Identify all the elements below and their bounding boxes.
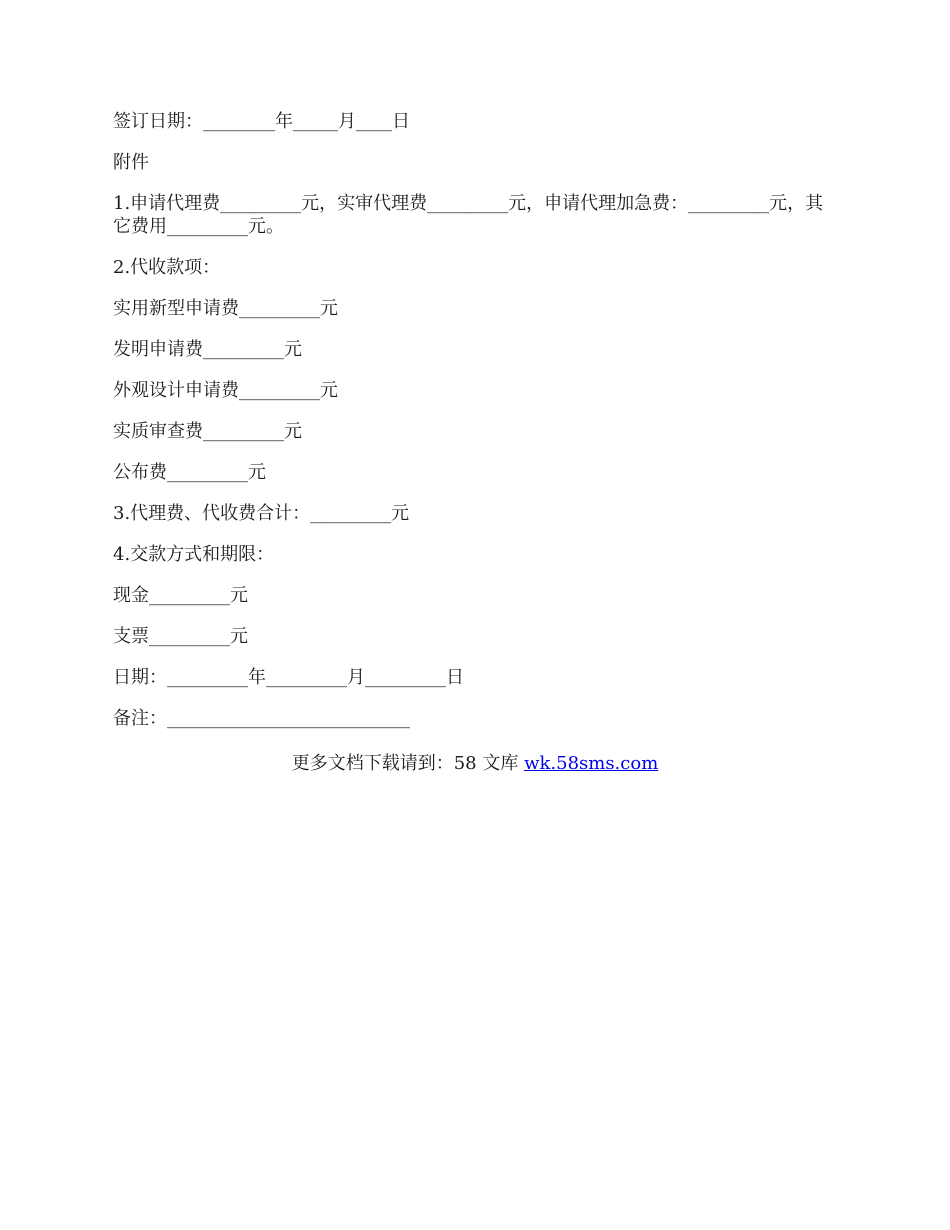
footer	[0, 752, 950, 775]
payment-method-heading: 4.交款方式和期限：	[113, 544, 275, 565]
date-line: 日期：_________年_________月_________日	[113, 667, 464, 688]
attachment-heading: 附件	[113, 152, 149, 173]
remarks-line: 备注：___________________________	[113, 708, 410, 729]
agency-fee-line: 1.申请代理费_________元，实审代理费_________元，申请代理加急费：_________元，其它费用_________元。	[113, 193, 824, 237]
invention-fee-line: 发明申请费_________元	[113, 339, 302, 360]
footer-link[interactable]: wk.58sms.com	[524, 753, 659, 774]
cash-line: 现金_________元	[113, 585, 248, 606]
check-line: 支票_________元	[113, 626, 248, 647]
footer-text: 更多文档下载请到：58 文库	[291, 753, 525, 774]
design-fee-line: 外观设计申请费_________元	[113, 380, 338, 401]
examination-fee-line: 实质审查费_________元	[113, 421, 302, 442]
publication-fee-line: 公布费_________元	[113, 462, 266, 483]
total-fee-line: 3.代理费、代收费合计：_________元	[113, 503, 410, 524]
utility-model-fee-line: 实用新型申请费_________元	[113, 298, 338, 319]
document-body	[113, 110, 833, 748]
collected-items-heading: 2.代收款项：	[113, 257, 221, 278]
signing-date-line: 签订日期：________年_____月____日	[113, 111, 410, 132]
